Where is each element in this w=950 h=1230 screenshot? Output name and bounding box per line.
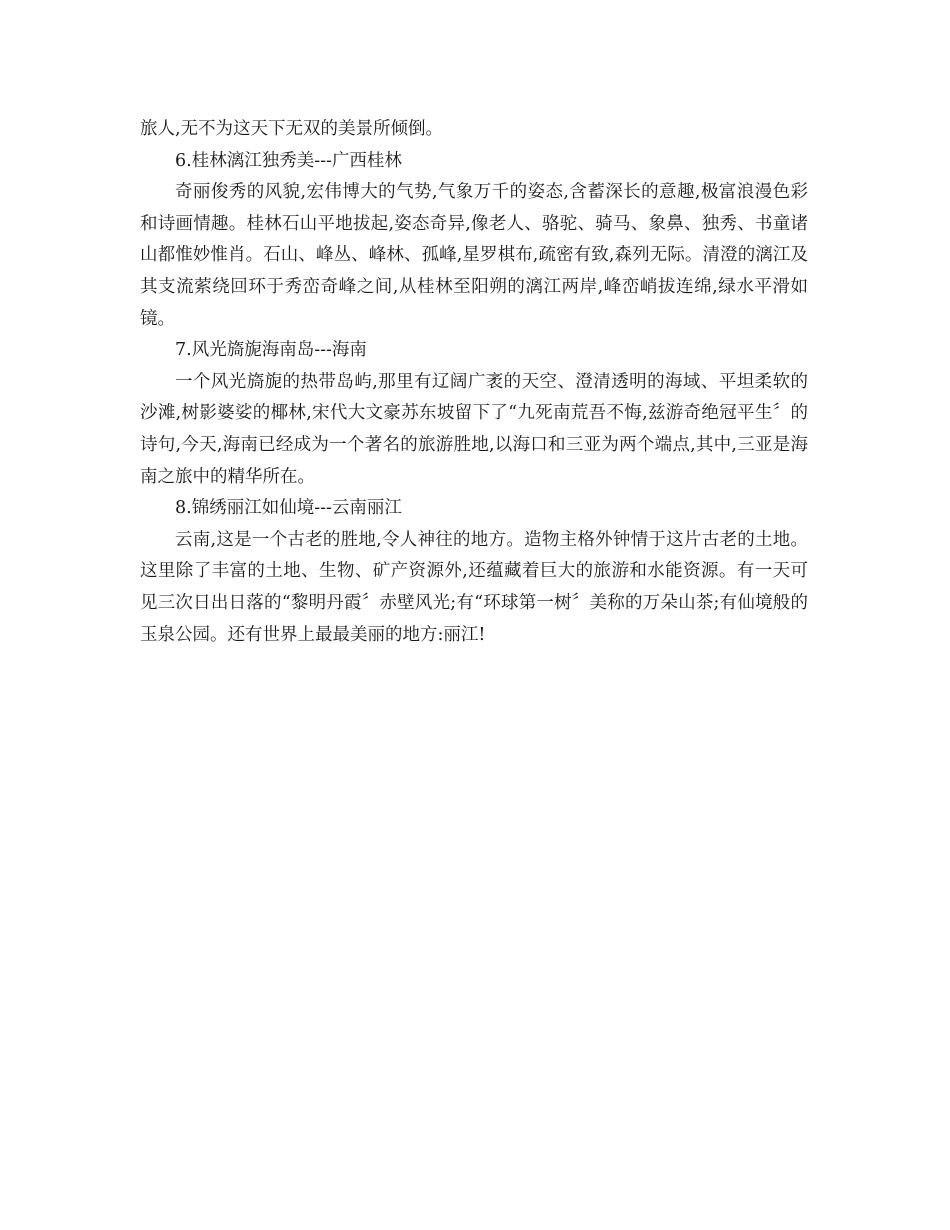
paragraph-lijiang: 云南,这是一个古老的胜地,令人神往的地方。造物主格外钟情于这片古老的土地。这里除了丰富的土地、生物、矿产资源外,还蕴藏着巨大的旅游和水能资源。有一天可见三次日出日落的“黎明丹霞〞赤壁风光;有“环球第一树〞美称的万朵山茶;有仙境般的玉泉公园。还有世界上最最美丽的地方:丽江! — [140, 529, 808, 645]
section-heading-guilin: 6.桂林漓江独秀美---广西桂林 — [175, 150, 402, 171]
paragraph-hainan: 一个风光旖旎的热带岛屿,那里有辽阔广袤的天空、澄清透明的海域、平坦柔软的沙滩,树影婆娑的椰林,宋代大文豪苏东坡留下了“九死南荒吾不悔,兹游奇绝冠平生〞的诗句,今天,海南已经成为一个著名的旅游胜地,以海口和三亚为两个端点,其中,三亚是海南之旅中的精华所在。 — [140, 371, 808, 487]
document-body — [140, 114, 808, 651]
section-heading-hainan: 7.风光旖旎海南岛---海南 — [175, 340, 367, 361]
section-heading-lijiang: 8.锦绣丽江如仙境---云南丽江 — [175, 498, 402, 519]
paragraph-guilin: 奇丽俊秀的风貌,宏伟博大的气势,气象万千的姿态,含蓄深长的意趣,极富浪漫色彩和诗画情趣。桂林石山平地拔起,姿态奇异,像老人、骆驼、骑马、象鼻、独秀、书童诸山都惟妙惟肖。石山、峰丛、峰林、孤峰,星罗棋布,疏密有致,森列无际。清澄的漓江及其支流萦绕回环于秀峦奇峰之间,从桂林至阳朔的漓江两岸,峰峦峭拔连绵,绿水平滑如镜。 — [140, 182, 808, 329]
paragraph-continuation: 旅人,无不为这天下无双的美景所倾倒。 — [140, 119, 444, 139]
